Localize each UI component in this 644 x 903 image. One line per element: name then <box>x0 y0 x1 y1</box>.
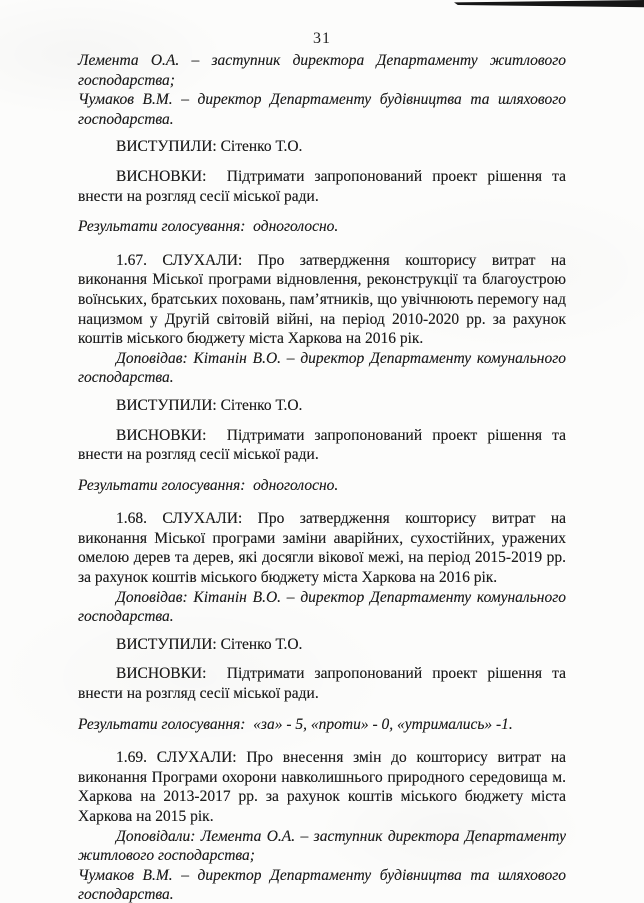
reporter-line-1-68: Доповідав: Кітанін В.О. – директор Департаменту комунального господарства. <box>78 588 566 626</box>
document-body <box>78 51 566 903</box>
speaker-continuation-lementa: Лемента О.А. – заступник директора Департаменту житлового господарства; <box>78 52 566 89</box>
vystupyly-line-2: ВИСТУПИЛИ: Сітенко Т.О. <box>116 396 303 414</box>
vystupyly-line-1: ВИСТУПИЛИ: Сітенко Т.О. <box>116 138 303 156</box>
page-number: 31 <box>313 30 331 47</box>
reporter-line-1-67: Доповідав: Кітанін В.О. – директор Департаменту комунального господарства. <box>78 349 566 387</box>
reporter-line-1-69-chumakov: Чумаков В.М. – директор Департаменту будівництва та шляхового господарства. <box>78 866 566 903</box>
agenda-item-1-68: 1.68. СЛУХАЛИ: Про затвердження кошторису витрат на виконання Міської програми заміни аварійних, сухостійних, уражених омелою дерев та дерев, які досягли вікової межі, на період 2015-2019 рр. за рахунок коштів міського бюджету міста Харкова на 2016 рік. <box>78 510 566 587</box>
voting-result-3: Результати голосування: «за» - 5, «проти» - 0, «утримались» -1. <box>78 715 513 733</box>
vysnovky-paragraph-1: ВИСНОВКИ: Підтримати запропонований проект рішення та внести на розгляд сесії міської ради. <box>78 167 566 205</box>
voting-result-2: Результати голосування: одноголосно. <box>78 476 339 494</box>
vysnovky-paragraph-3: ВИСНОВКИ: Підтримати запропонований проект рішення та внести на розгляд сесії міської ради. <box>78 665 566 703</box>
agenda-item-1-67: 1.67. СЛУХАЛИ: Про затвердження кошторису витрат на виконання Міської програми відновлення, реконструкції та благоустрою воїнських, братських поховань, пам’ятників, що увічнюють перемогу над нацизмом у Другій світовій війні, на період 2010-2020 рр. за рахунок коштів міського бюджету міста Харкова на 2016 рік. <box>78 251 566 348</box>
vysnovky-paragraph-2: ВИСНОВКИ: Підтримати запропонований проект рішення та внести на розгляд сесії міської ради. <box>78 426 566 464</box>
vystupyly-line-3: ВИСТУПИЛИ: Сітенко Т.О. <box>116 635 303 653</box>
agenda-item-1-69: 1.69. СЛУХАЛИ: Про внесення змін до кошторису витрат на виконання Програми охорони навколишнього природного середовища м. Харкова на 2013-2017 рр. за рахунок коштів міського бюджету міста Харкова на 2015 рік. <box>78 749 566 825</box>
voting-result-1: Результати голосування: одноголосно. <box>78 218 339 236</box>
reporter-line-1-69-lementa: Доповідали: Лемента О.А. – заступник директора Департаменту житлового господарства; <box>78 827 566 865</box>
speaker-continuation-chumakov: Чумаков В.М. – директор Департаменту будівництва та шляхового господарства. <box>78 91 566 128</box>
